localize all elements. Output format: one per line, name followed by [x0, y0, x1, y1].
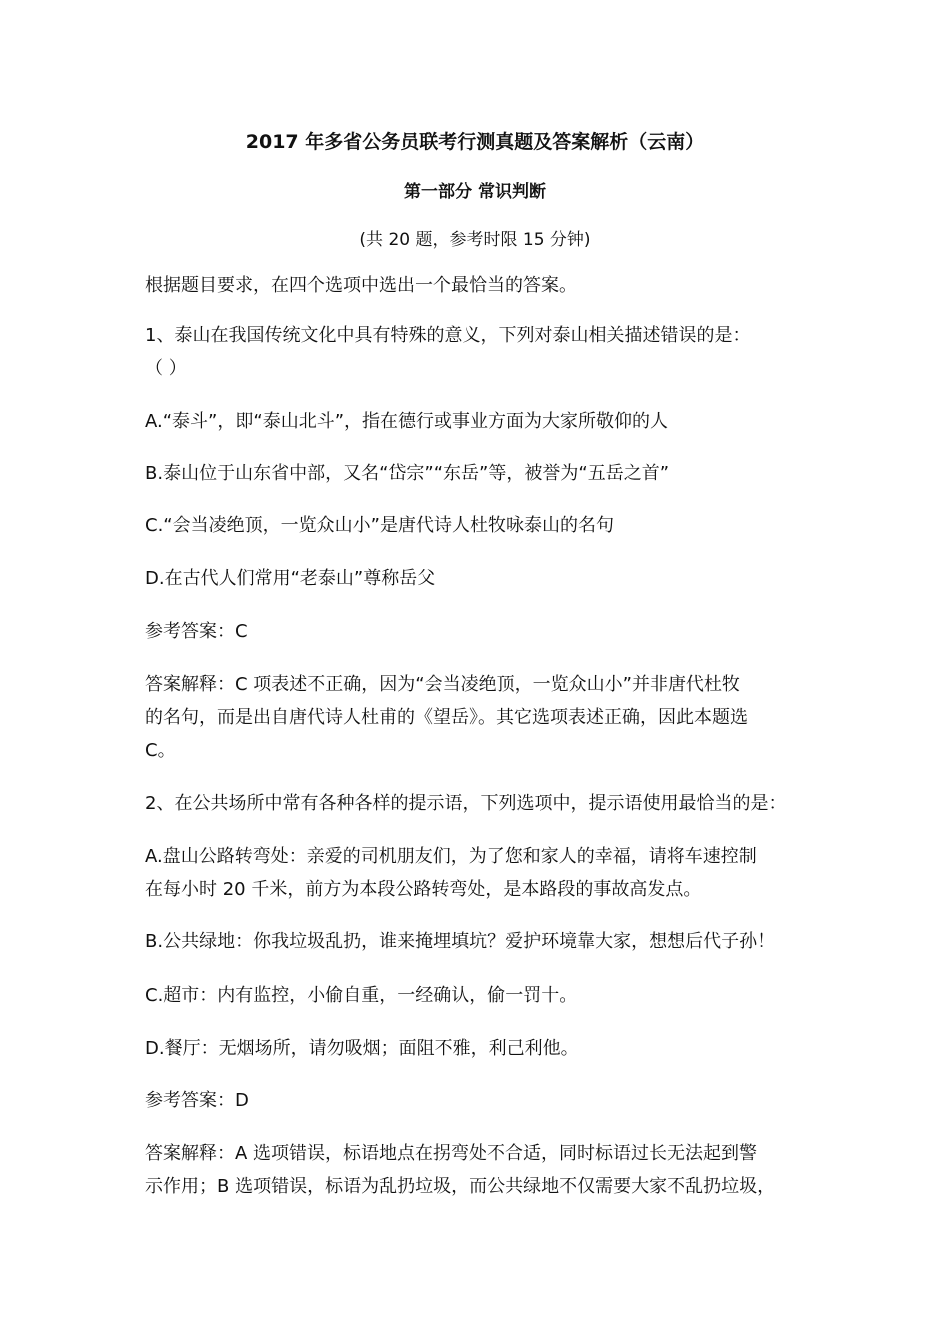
question-2-option-c: C.超市：内有监控，小偷自重，一经确认，偷一罚十。: [145, 985, 578, 1006]
question-1-explanation-line-3: C。: [145, 740, 176, 761]
question-1-stem: 1、泰山在我国传统文化中具有特殊的意义，下列对泰山相关描述错误的是：: [145, 325, 751, 346]
question-1-option-c: C.“会当凌绝顶，一览众山小”是唐代诗人杜牧咏泰山的名句: [145, 515, 614, 536]
question-2-option-a-line-1: A.盘山公路转弯处：亲爱的司机朋友们，为了您和家人的幸福，请将车速控制: [145, 846, 757, 867]
question-2-answer: 参考答案：D: [145, 1090, 249, 1111]
question-2-option-d: D.餐厅：无烟场所，请勿吸烟；面阻不雅，利己利他。: [145, 1038, 579, 1059]
question-1-explanation-line-1: 答案解释：C 项表述不正确，因为“会当凌绝顶，一览众山小”并非唐代杜牧: [145, 674, 740, 695]
question-1-option-a: A.“泰斗”，即“泰山北斗”，指在德行或事业方面为大家所敬仰的人: [145, 411, 669, 432]
question-2-explanation-line-1: 答案解释：A 选项错误，标语地点在拐弯处不合适，同时标语过长无法起到警: [145, 1143, 758, 1164]
question-1-explanation-line-2: 的名句，而是出自唐代诗人杜甫的《望岳》。其它选项表述正确，因此本题选: [145, 707, 748, 728]
section-heading: 第一部分 常识判断: [404, 182, 546, 202]
question-2-stem: 2、在公共场所中常有各种各样的提示语，下列选项中，提示语使用最恰当的是：: [145, 793, 787, 814]
question-1-blank: （ ）: [145, 358, 187, 379]
time-limit-note: (共 20 题，参考时限 15 分钟): [359, 230, 591, 250]
question-2-explanation-line-2: 示作用；B 选项错误，标语为乱扔垃圾，而公共绿地不仅需要大家不乱扔垃圾，: [145, 1176, 776, 1197]
document-title: 2017 年多省公务员联考行测真题及答案解析（云南）: [245, 131, 705, 153]
instruction-text: 根据题目要求，在四个选项中选出一个最恰当的答案。: [145, 275, 577, 296]
question-2-option-a-line-2: 在每小时 20 千米，前方为本段公路转弯处，是本路段的事故高发点。: [145, 879, 702, 900]
question-1-option-d: D.在古代人们常用“老泰山”尊称岳父: [145, 568, 436, 589]
question-2-option-b: B.公共绿地：你我垃圾乱扔，谁来掩埋填坑？爱护环境靠大家，想想后代子孙！: [145, 931, 776, 952]
question-1-answer: 参考答案：C: [145, 621, 248, 642]
question-1-option-b: B.泰山位于山东省中部，又名“岱宗”“东岳”等，被誉为“五岳之首”: [145, 463, 670, 484]
